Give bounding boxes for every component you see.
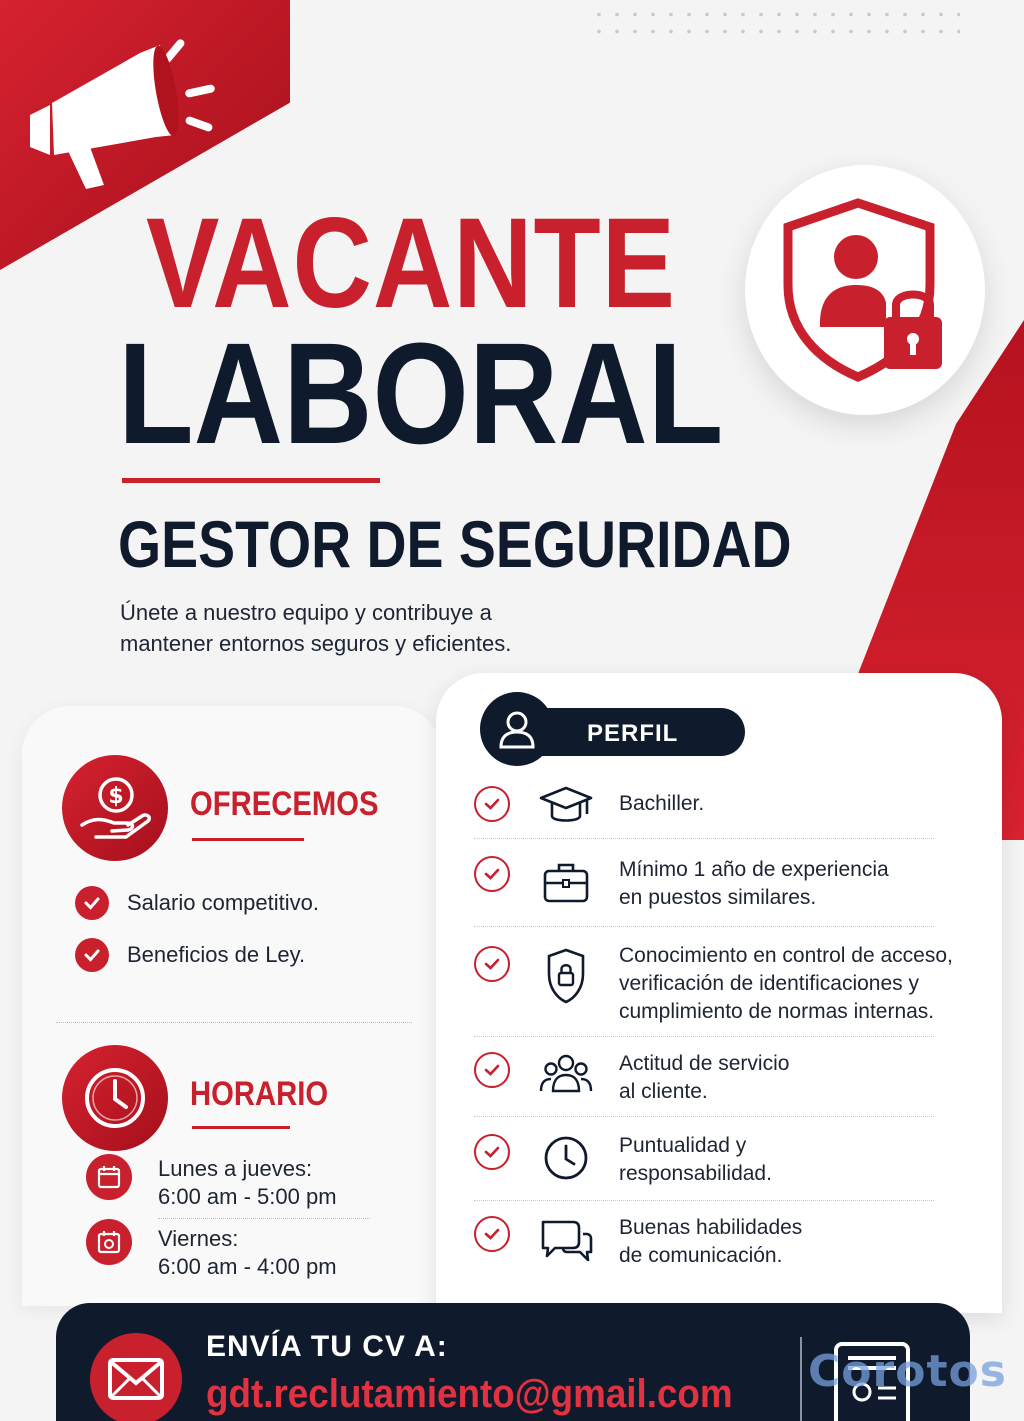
requirement-line: cumplimiento de normas internas.: [619, 1000, 935, 1023]
requirement-divider: [474, 838, 934, 839]
requirement-divider: [474, 1200, 934, 1201]
schedule-days: Lunes a jueves:: [158, 1156, 313, 1181]
graduation-cap-icon: [538, 780, 594, 832]
requirement-text: [619, 1132, 772, 1188]
requirement-text: [619, 856, 889, 912]
calendar-day-icon: [86, 1219, 132, 1265]
profile-pill: [480, 692, 745, 756]
requirement-line: de comunicación.: [619, 1244, 783, 1267]
requirement-item: [474, 1134, 954, 1194]
corotos-watermark: Corotos: [808, 1346, 1007, 1397]
intro-line-2: mantener entornos seguros y eficientes.: [120, 631, 512, 656]
check-circle-icon: [75, 938, 109, 972]
offer-item-label: Salario competitivo.: [127, 890, 319, 915]
check-circle-outline-icon: [474, 1134, 510, 1170]
mail-badge: [90, 1333, 182, 1421]
user-icon: [495, 707, 539, 751]
check-circle-outline-icon: [474, 856, 510, 892]
clock-badge: [62, 1045, 168, 1151]
schedule-heading-rule: [192, 1126, 290, 1129]
offer-item: [75, 938, 305, 972]
intro-text: [120, 597, 511, 659]
check-circle-outline-icon: [474, 946, 510, 982]
requirement-text: [619, 1214, 802, 1270]
megaphone-icon: [20, 25, 230, 195]
check-circle-outline-icon: [474, 786, 510, 822]
dot-pattern: [590, 6, 960, 46]
send-cv-label: ENVÍA TU CV A:: [206, 1330, 448, 1363]
section-divider: [56, 1022, 412, 1023]
requirement-line: Actitud de servicio: [619, 1052, 790, 1075]
job-title: GESTOR DE SEGURIDAD: [118, 507, 792, 581]
offer-item: [75, 886, 319, 920]
shield-badge: [745, 165, 985, 415]
requirement-line: en puestos similares.: [619, 886, 817, 909]
requirement-line: Conocimiento en control de acceso,: [619, 944, 953, 967]
requirement-divider: [474, 1116, 934, 1117]
requirement-text: [619, 1050, 789, 1106]
security-shield-icon: [780, 195, 950, 385]
title-laboral: LABORAL: [118, 313, 724, 474]
clock-outline-icon: [538, 1132, 594, 1184]
title-divider: [122, 478, 380, 483]
requirement-divider: [474, 1036, 934, 1037]
schedule-hours: 6:00 am - 5:00 pm: [158, 1184, 337, 1209]
requirement-line: responsabilidad.: [619, 1162, 772, 1185]
team-icon: [538, 1048, 594, 1100]
money-hand-badge: [62, 755, 168, 861]
requirement-text: [619, 790, 704, 818]
requirement-item: [474, 786, 954, 836]
check-circle-icon: [75, 886, 109, 920]
requirement-divider: [474, 926, 934, 927]
requirement-line: Mínimo 1 año de experiencia: [619, 858, 889, 881]
offer-item-label: Beneficios de Ley.: [127, 942, 306, 967]
chat-bubbles-icon: [538, 1214, 594, 1266]
requirement-text: [619, 942, 953, 1026]
check-circle-outline-icon: [474, 1216, 510, 1252]
schedule-hours: 6:00 am - 4:00 pm: [158, 1254, 337, 1279]
briefcase-icon: [538, 856, 594, 908]
check-circle-outline-icon: [474, 1052, 510, 1088]
schedule-slot: [158, 1155, 337, 1211]
requirement-line: Bachiller.: [619, 792, 705, 815]
money-hand-icon: [76, 769, 154, 847]
schedule-divider: [158, 1218, 370, 1219]
offer-heading: OFRECEMOS: [190, 785, 379, 823]
svg-text:$: $: [108, 784, 124, 809]
calendar-icon: [86, 1154, 132, 1200]
schedule-slot: [158, 1225, 337, 1281]
schedule-days: Viernes:: [158, 1226, 239, 1251]
footer-divider: [800, 1337, 802, 1421]
envelope-icon: [107, 1357, 165, 1401]
clock-icon: [80, 1063, 150, 1133]
requirement-line: verificación de identificaciones y: [619, 972, 919, 995]
title-vacante: VACANTE: [146, 192, 676, 335]
requirement-item: [474, 1216, 954, 1276]
requirement-line: al cliente.: [619, 1080, 708, 1103]
profile-heading: PERFIL: [587, 720, 679, 747]
contact-email-link[interactable]: gdt.reclutamiento@gmail.com: [206, 1372, 733, 1416]
user-badge: [480, 692, 554, 766]
offer-heading-rule: [192, 838, 304, 841]
requirement-item: [474, 856, 954, 920]
requirement-item: [474, 944, 954, 1030]
schedule-heading: HORARIO: [190, 1075, 329, 1113]
requirement-item: [474, 1052, 954, 1112]
requirement-line: Puntualidad y: [619, 1134, 747, 1157]
shield-lock-icon: [538, 944, 594, 1008]
requirement-line: Buenas habilidades: [619, 1216, 803, 1239]
intro-line-1: Únete a nuestro equipo y contribuye a: [120, 600, 492, 625]
